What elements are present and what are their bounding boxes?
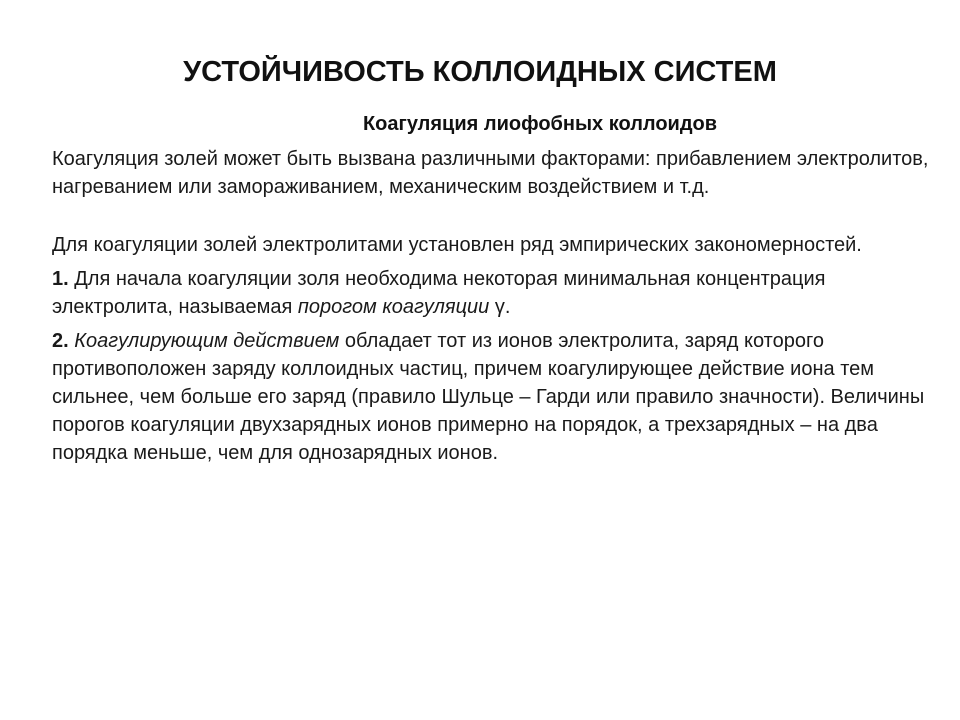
- slide-body: [52, 145, 932, 467]
- paragraph-coagulation-factors: Коагуляция золей может быть вызвана различными факторами: прибавлением электролитов, нагреванием или замораживанием, механическим воздействием и т.д.: [52, 148, 929, 198]
- rule-1-number: 1.: [52, 268, 69, 290]
- paragraph-empirical-rules: Для коагуляции золей электролитами установлен ряд эмпирических закономерностей.: [52, 234, 862, 256]
- rule-2-text-after: обладает тот из ионов электролита, заряд которого противоположен заряду коллоидных частиц, причем коагулирующее действие иона тем сильнее, чем больше его заряд (правило Шульце – Гарди или правило значности). Величины порогов коагуляции двухзарядных ионов примерно на порядок, а трехзарядных – на два порядка меньше, чем для однозарядных ионов.: [52, 330, 925, 464]
- slide-subtitle: Коагуляция лиофобных коллоидов: [362, 113, 718, 135]
- rule-2-term: Коагулирующим действием: [74, 330, 340, 352]
- rule-2-number: 2.: [52, 330, 69, 352]
- rule-1-text-after: γ.: [489, 296, 511, 318]
- rule-1-paragraph: [52, 265, 932, 321]
- rule-2-paragraph: [52, 327, 932, 467]
- rule-1-term: порогом коагуляции: [297, 296, 490, 318]
- rule-1-text-before: Для начала коагуляции золя необходима некоторая минимальная концентрация электролита, называемая: [52, 268, 826, 318]
- slide-title: УСТОЙЧИВОСТЬ КОЛЛОИДНЫХ СИСТЕМ: [183, 56, 777, 88]
